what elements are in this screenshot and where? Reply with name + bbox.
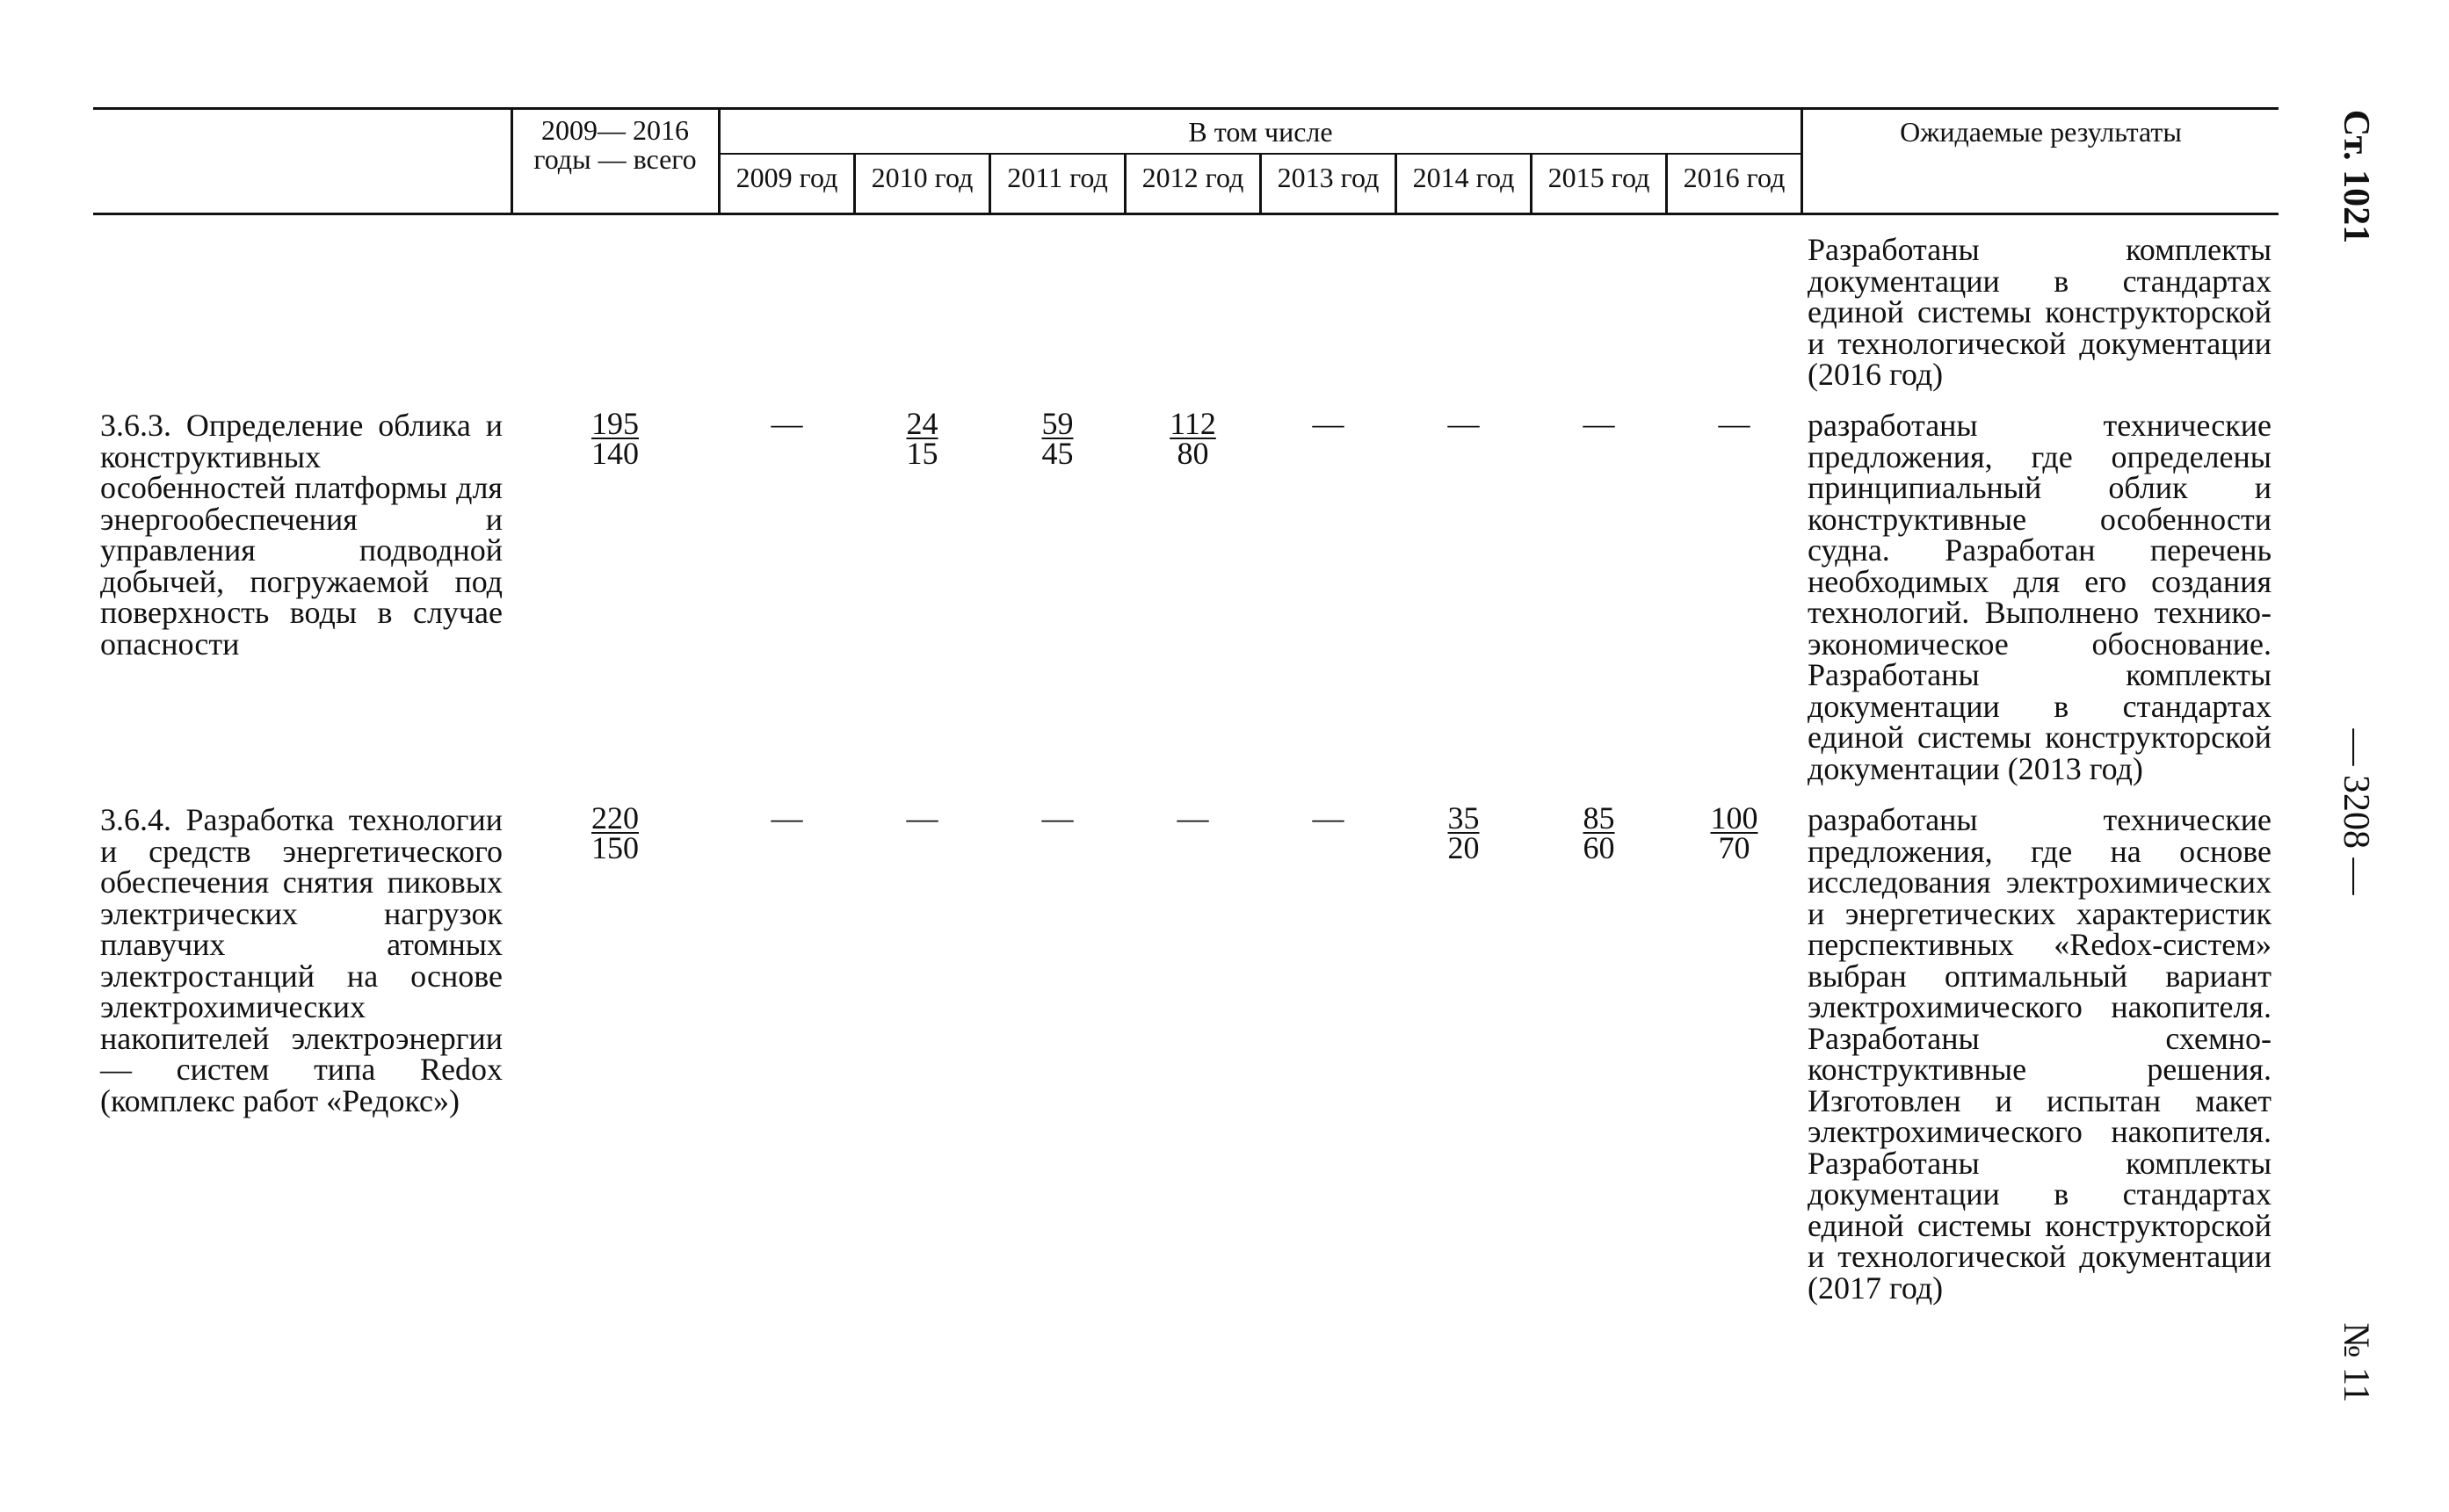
- row-3-6-3-2014: —: [1447, 406, 1480, 441]
- header-year-2009: 2009 год: [735, 162, 838, 193]
- header-including: В том числе: [1188, 116, 1333, 148]
- row-3-6-3-total: [513, 406, 717, 471]
- row-3-6-4-2014: [1397, 800, 1530, 865]
- row-3-6-4-title: 3.6.4. Разработка технологии и средств энергетического обеспечения снятия пиковых электрических нагрузок плавучих атомных электростанций на основе электрохимических накопителей электроэнергии — систем типа Redox (комплекс работ «Редокс»): [100, 802, 503, 1118]
- row-3-6-4-2014-denominator: 20: [1447, 830, 1480, 865]
- header-bottom-rule: [93, 213, 2279, 215]
- row-3-6-3-2015: —: [1583, 406, 1615, 441]
- row-3-6-3-total-denominator: 140: [591, 436, 639, 471]
- margin-page-number: — 3208 —: [2336, 728, 2376, 895]
- row-3-6-3-2012-denominator: 80: [1177, 436, 1209, 471]
- row-3-6-3-2016: —: [1718, 406, 1750, 441]
- row-3-6-4-2010: —: [906, 800, 938, 836]
- row-3-6-3-title: 3.6.3. Определение облика и конструктивных особенностей платформы для энергообеспечения и управления подводной добычей, погружаемой под поверхность воды в случае опасности: [100, 408, 503, 662]
- header-year-2013: 2013 год: [1277, 162, 1380, 193]
- row-3-6-4-2015-denominator: 60: [1583, 830, 1615, 865]
- row-3-6-4-2016-numerator: 100: [1710, 800, 1758, 836]
- row-3-6-4-2009: —: [771, 800, 803, 836]
- margin-issue: № 11: [2336, 1322, 2376, 1403]
- header-year-2016: 2016 год: [1683, 162, 1786, 193]
- header-results: Ожидаемые результаты: [1900, 116, 2182, 148]
- row-3-6-4-total: [513, 800, 717, 865]
- row-3-6-3-2010-numerator: 24: [906, 406, 938, 441]
- row-3-6-4-total-denominator: 150: [591, 830, 639, 865]
- row-3-6-3-2010-denominator: 15: [906, 436, 938, 471]
- margin-page-ref: Ст. 1021: [2336, 109, 2376, 244]
- row-3-6-3-2012: [1127, 406, 1259, 471]
- header-total-label: 2009— 2016 годы — всего: [533, 114, 697, 175]
- row-3-6-4-2016-denominator: 70: [1718, 830, 1750, 865]
- row-3-6-4-2015-numerator: 85: [1583, 800, 1615, 836]
- row-3-6-4-2012: —: [1177, 800, 1209, 836]
- row-3-6-3-total-numerator: 195: [591, 406, 639, 441]
- header-year-2011: 2011 год: [1007, 162, 1108, 193]
- row-3-6-4-2015: [1532, 800, 1665, 865]
- header-year-2015: 2015 год: [1547, 162, 1650, 193]
- table-top-rule: [93, 107, 2279, 110]
- row-3-6-3-2010: [856, 406, 989, 471]
- row-3-6-4-2013: —: [1312, 800, 1344, 836]
- row-3-6-3-2011-numerator: 59: [1041, 406, 1074, 441]
- continued-result-text: Разработаны комплекты документации в стандартах единой системы конструкторской и технологической документации (2016 год): [1808, 232, 2271, 392]
- row-3-6-4-total-numerator: 220: [591, 800, 639, 836]
- row-3-6-3-2013: —: [1312, 406, 1344, 441]
- row-3-6-3-2009: —: [771, 406, 803, 441]
- row-3-6-3-2012-numerator: 112: [1170, 406, 1216, 441]
- row-3-6-3-result: разработаны технические предложения, где определены принципиальный облик и конструктивные особенности судна. Разработан перечень необходимых для его создания технологий. Выполнено технико-экономическое обоснование. Разработаны комплекты документации в стандартах единой системы конструкторской документации (2013 год): [1808, 408, 2271, 786]
- row-3-6-4-2016: [1668, 800, 1801, 865]
- header-total: [513, 116, 717, 174]
- header-year-2012: 2012 год: [1141, 162, 1244, 193]
- header-year-2014: 2014 год: [1412, 162, 1515, 193]
- row-3-6-3-2011-denominator: 45: [1041, 436, 1074, 471]
- row-3-6-4-result: разработаны технические предложения, где на основе исследования электрохимических и энергетических характеристик перспективных «Redox-систем» выбран оптимальный вариант электрохимического накопителя. Разработаны схемно-конструктивные решения. Изготовлен и испытан макет электрохимического накопителя. Разработаны комплекты документации в стандартах единой системы конструкторской и технологической документации (2017 год): [1808, 802, 2271, 1306]
- row-3-6-3-2011: [991, 406, 1124, 471]
- header-year-2010: 2010 год: [871, 162, 974, 193]
- row-3-6-4-2014-numerator: 35: [1447, 800, 1480, 836]
- row-3-6-4-2011: —: [1041, 800, 1074, 836]
